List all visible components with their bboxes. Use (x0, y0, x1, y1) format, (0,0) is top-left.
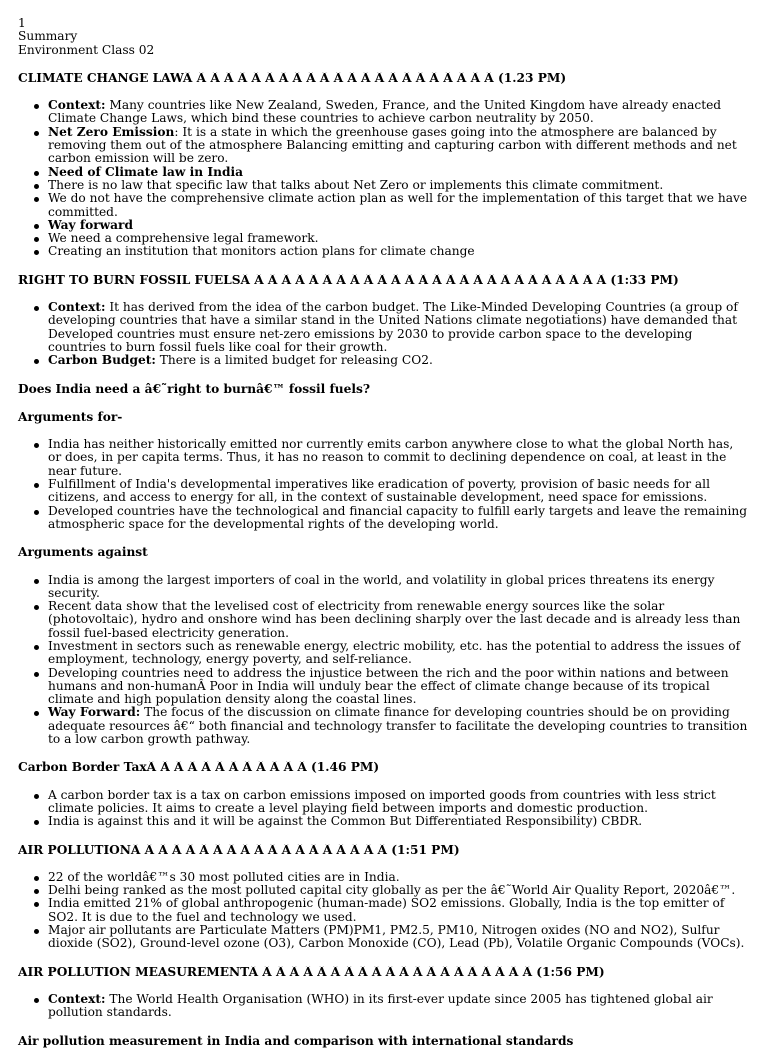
bullet-list (18, 574, 750, 747)
list-item (48, 232, 750, 245)
list-item (48, 815, 750, 828)
section-heading: AIR POLLUTION MEASUREMENTÂ Â Â Â Â Â Â Â Â Â Â Â Â Â Â Â Â Â Â Â Â (1:56 PM) (18, 965, 605, 979)
item-text: India is against this and it will be against the Common But Differentiated Responsibility) CBDR. (48, 814, 643, 829)
list-item (48, 126, 750, 166)
item-label: Way Forward: (48, 705, 141, 720)
list-item (48, 505, 750, 532)
list-item (48, 354, 750, 367)
item-text: India has neither historically emitted nor currently emits carbon anywhere close to what the global North has, or does, in per capita terms. Thus, it has no reason to commit to declining dependence on coal, at least in the near future. (48, 437, 734, 478)
item-text: 22 of the worldâ€™s 30 most polluted cities are in India. (48, 869, 400, 884)
item-text: Many countries like New Zealand, Sweden, France, and the United Kingdom have already enacted Climate Change Laws, which bind these countries to achieve carbon neutrality by 2050. (48, 98, 722, 126)
item-text: Major air pollutants are Particulate Matters (PM)PM1, PM2.5, PM10, Nitrogen oxides (NO and NO2), Sulfur dioxide (SO2), Ground-level ozone (O3), Carbon Monoxide (CO), Lead (Pb), Volatile Organic Compounds (VOCs). (48, 923, 745, 951)
bullet-list (18, 789, 750, 829)
item-text: The World Health Organisation (WHO) in its first-ever update since 2005 has tightened global air pollution standards. (48, 991, 713, 1020)
bullet-list (18, 438, 750, 531)
item-text: We do not have the comprehensive climate action plan as well for the implementation of this target that we have committed. (48, 191, 748, 219)
item-text: Recent data show that the levelised cost of electricity from renewable energy sources like the solar (photovoltaic), hydro and onshore wind has been declining sharply over the last decade and is already less than fossil fuel-based electricity generation. (48, 599, 741, 640)
item-text: India emitted 21% of global anthropogenic (human-made) SO2 emissions. Globally, India is the top emitter of SO2. It is due to the fuel and technology we used. (48, 896, 725, 924)
bullet-list (18, 993, 750, 1020)
list-item (48, 667, 750, 707)
item-text: Fulfillment of India's developmental imperatives like eradication of poverty, provision of basic needs for all citizens, and access to energy for all, in the context of sustainable development, need space for emissions. (48, 477, 710, 505)
subsection-heading: Arguments for- (18, 409, 123, 424)
list-item (48, 884, 750, 897)
subsection-heading: Arguments against (18, 545, 148, 560)
list-item (48, 789, 750, 816)
summary-label: Summary (18, 29, 78, 44)
item-label: Way forward (48, 217, 133, 232)
list-item (48, 245, 750, 258)
list-item (48, 993, 750, 1020)
item-text: We need a comprehensive legal framework. (48, 231, 319, 246)
item-label: Context: (48, 98, 106, 113)
list-item (48, 871, 750, 884)
item-text: : It is a state in which the greenhouse gases going into the atmosphere are balanced by removing them out of the atmosphere Balancing emitting and capturing carbon with different methods and net carbon emission will be zero. (48, 124, 737, 166)
item-text: There is no law that specific law that talks about Net Zero or implements this climate commitment. (48, 177, 664, 192)
list-item (48, 219, 750, 232)
subsection-heading: Air pollution measurement in India and comparison with international standards (18, 1033, 574, 1048)
item-text: Creating an institution that monitors action plans for climate change (48, 244, 475, 259)
item-text: It has derived from the idea of the carbon budget. The Like-Minded Developing Countries (a group of developing countries that have a similar stand in the United Nations climate negotiations) have demanded that Developed countries must ensure net-zero emissions by 2030 to provide carbon space to the developing countries to burn fossil fuels like coal for their growth. (48, 300, 738, 354)
list-item (48, 192, 750, 219)
list-item (48, 166, 750, 179)
section-heading: RIGHT TO BURN FOSSIL FUELSÂ Â Â Â Â Â Â Â Â Â Â Â Â Â Â Â Â Â Â Â Â Â Â Â Â Â Â (1:33 PM) (18, 273, 679, 287)
item-label: Carbon Budget: (48, 353, 156, 368)
list-item (48, 574, 750, 601)
section-heading: Carbon Border TaxÂ Â Â Â Â Â Â Â Â Â Â Â (1.46 PM) (18, 761, 380, 775)
bullet-list (18, 99, 750, 259)
item-text: Delhi being ranked as the most polluted capital city globally as per the â€˜World Air Quality Report, 2020â€™. (48, 883, 736, 898)
item-label: Net Zero Emission (48, 124, 175, 139)
item-label: Context: (48, 300, 106, 315)
item-text: Investment in sectors such as renewable energy, electric mobility, etc. has the potential to address the issues of employment, technology, energy poverty, and self-reliance. (48, 638, 741, 667)
item-text: India is among the largest importers of coal in the world, and volatility in global prices threatens its energy security. (48, 572, 715, 600)
list-item (48, 478, 750, 505)
page-number: 1 (18, 16, 26, 30)
list-item (48, 897, 750, 924)
list-item (48, 438, 750, 478)
item-text: A carbon border tax is a tax on carbon emissions imposed on imported goods from countries with less strict climate policies. It aims to create a level playing field between imports and domestic production. (48, 787, 716, 815)
bullet-list (18, 871, 750, 951)
item-text: Developing countries need to address the injustice between the rich and the poor within nations and between humans and non-humanÂ Poor in India will unduly bear the effect of climate change because of its tropical climate and high population density along the coastal lines. (48, 665, 729, 707)
item-label: Need of Climate law in India (48, 164, 244, 179)
section-heading: AIR POLLUTIONÂ Â Â Â Â Â Â Â Â Â Â Â Â Â Â Â Â Â Â (1:51 PM) (18, 843, 460, 857)
list-item (48, 640, 750, 667)
list-item (48, 179, 750, 192)
bullet-list (18, 301, 750, 367)
item-label: Context: (48, 991, 106, 1006)
list-item (48, 924, 750, 951)
item-text: Developed countries have the technological and financial capacity to fulfill early targets and leave the remaining atmospheric space for the developmental rights of the developing world. (48, 503, 747, 531)
section-heading: CLIMATE CHANGE LAWÂ Â Â Â Â Â Â Â Â Â Â Â Â Â Â Â Â Â Â Â Â Â Â (1.23 PM) (18, 71, 567, 85)
list-item (48, 99, 750, 126)
item-text: The focus of the discussion on climate finance for developing countries should be on providing adequate resources â€“ both financial and technology transfer to facilitate the developing countries to transition to a low carbon growth pathway. (48, 705, 748, 747)
list-item (48, 301, 750, 354)
list-item (48, 706, 750, 746)
class-title: Environment Class 02 (18, 42, 155, 57)
item-text: There is a limited budget for releasing CO2. (155, 353, 433, 368)
subsection-heading: Does India need a â€˜right to burnâ€™ fossil fuels? (18, 381, 371, 396)
list-item (48, 600, 750, 640)
